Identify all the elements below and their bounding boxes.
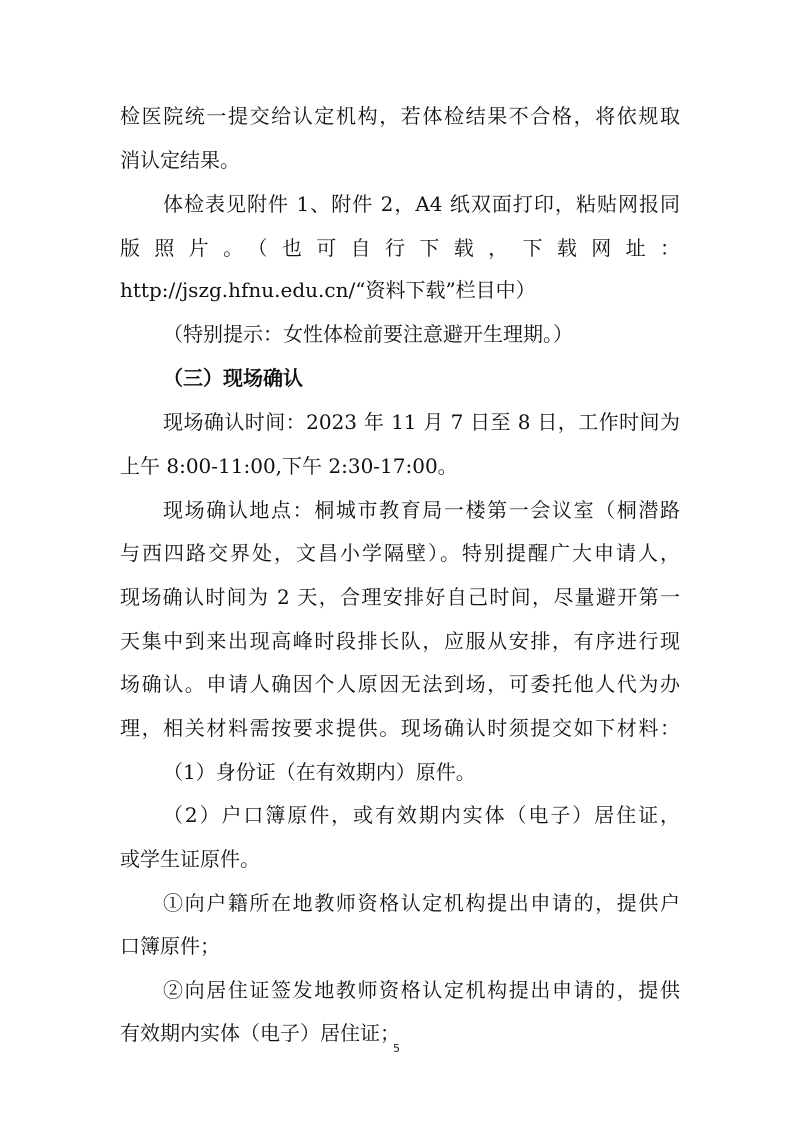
section-heading: （三）现场确认 [163, 366, 303, 390]
list-item: （2）户口簿原件，或有效期内实体（电子）居住证， [163, 803, 680, 827]
paragraph-line: 版照片。（也可自行下载，下载网址： [120, 236, 680, 260]
paragraph-line: http://jszg.hfnu.edu.cn/“资料下载”栏目中） [120, 278, 536, 302]
paragraph-line: 检医院统一提交给认定机构，若体检结果不合格，将依规取 [120, 104, 680, 128]
paragraph-line: 体检表见附件 1、附件 2，A4 纸双面打印，粘贴网报同 [163, 192, 680, 216]
list-item-continuation: 或学生证原件。 [120, 847, 260, 871]
list-item-continuation: 有效期内实体（电子）居住证； [120, 1021, 400, 1045]
paragraph-line: （特别提示：女性体检前要注意避开生理期。） [163, 322, 573, 346]
paragraph-line: 现场确认时间：2023 年 11 月 7 日至 8 日，工作时间为 [163, 410, 680, 434]
list-item: （1）身份证（在有效期内）原件。 [163, 760, 476, 784]
paragraph-line: 上午 8:00-11:00,下午 2:30-17:00。 [120, 454, 458, 478]
paragraph-line: 消认定结果。 [120, 148, 240, 172]
page-number: 5 [393, 1042, 400, 1055]
list-item: ②向居住证签发地教师资格认定机构提出申请的，提供 [163, 978, 680, 1002]
paragraph-line: 理，相关材料需按要求提供。现场确认时须提交如下材料： [120, 716, 680, 740]
paragraph-line: 与西四路交界处，文昌小学隔壁）。特别提醒广大申请人， [120, 541, 680, 565]
paragraph-line: 现场确认地点：桐城市教育局一楼第一会议室（桐潜路 [163, 498, 680, 522]
list-item: ①向户籍所在地教师资格认定机构提出申请的，提供户 [163, 891, 680, 915]
list-item-continuation: 口簿原件； [120, 934, 220, 958]
paragraph-line: 天集中到来出现高峰时段排长队，应服从安排，有序进行现 [120, 629, 680, 653]
paragraph-line: 场确认。申请人确因个人原因无法到场，可委托他人代为办 [120, 672, 680, 696]
paragraph-line: 现场确认时间为 2 天，合理安排好自己时间，尽量避开第一 [120, 585, 680, 609]
